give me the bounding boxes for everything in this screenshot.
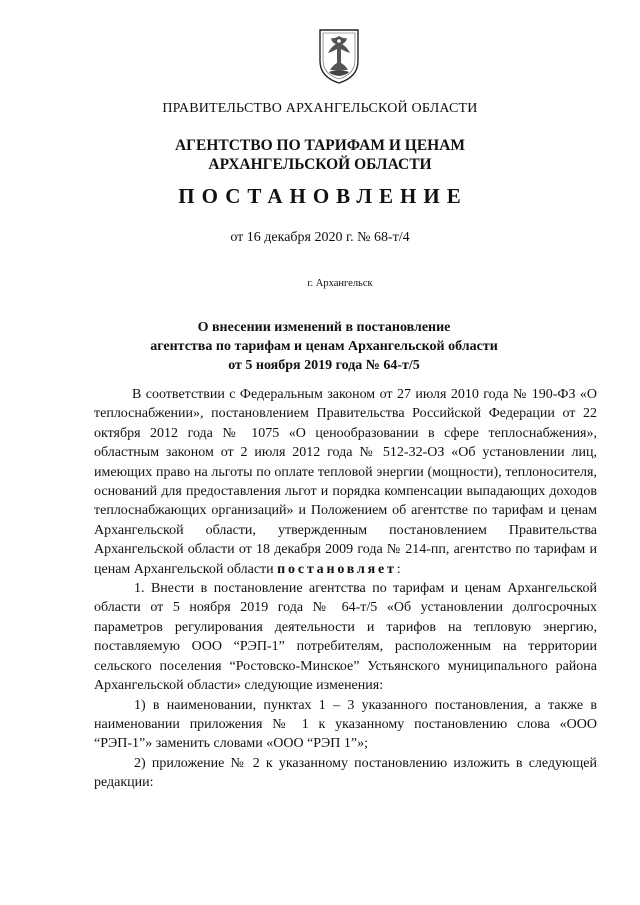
subject-line3: от 5 ноября 2019 года № 64-т/5 xyxy=(228,358,420,373)
document-date-number: от 16 декабря 2020 г. № 68-т/4 xyxy=(230,230,410,245)
subject-line1: О внесении изменений в постановление xyxy=(197,320,451,335)
agency-name-line2: АРХАНГЕЛЬСКОЙ ОБЛАСТИ xyxy=(208,156,432,173)
agency-name xyxy=(0,136,640,174)
subitem-1-paragraph: 1) в наименовании, пунктах 1 – 3 указанного постановления, а также в наименовании приложения № 1 к указанному постановлению слова «ООО “РЭП-1”» заменить словами «ООО “РЭП 1”»; xyxy=(94,697,597,752)
subitem-2-paragraph: 2) приложение № 2 к указанному постановлению изложить в следующей редакции: xyxy=(94,755,597,791)
document-city: г. Архангельск xyxy=(307,278,373,289)
decree-word: постановляет xyxy=(277,561,397,577)
coat-of-arms-emblem xyxy=(317,27,361,85)
decree-colon: : xyxy=(396,561,401,577)
government-name: ПРАВИТЕЛЬСТВО АРХАНГЕЛЬСКОЙ ОБЛАСТИ xyxy=(162,101,478,116)
preamble-text: В соответствии с Федеральным законом от 27 июля 2010 года № 190-ФЗ «О теплоснабжении», постановлением Правительства Российской Федерации от 22 октября 2012 года № 1075 «О ценообразовании в сфере теплоснабжения», областным законом от 2 июля 2012 года № 512-32-ОЗ «Об установлении лиц, имеющих право на льготы по оплате тепловой энергии (мощности), теплоносителя, оснований для предоставления льгот и порядка компенсации выпадающих доходов теплоснабжающих организаций» и Положением об агентстве по тарифам и ценам Архангельской области, утвержденным постановлением Правительства Архангельской области от 18 декабря 2009 года № 214-пп, агентство по тарифам и ценам Архангельской области xyxy=(94,387,597,577)
agency-name-line1: АГЕНТСТВО ПО ТАРИФАМ И ЦЕНАМ xyxy=(174,137,466,154)
document-body xyxy=(94,385,597,793)
document-subject xyxy=(4,318,640,375)
preamble-paragraph xyxy=(94,385,597,579)
subject-line2: агентства по тарифам и ценам Архангельской области xyxy=(150,339,498,354)
item-1-paragraph: 1. Внести в постановление агентства по тарифам и ценам Архангельской области от 5 ноября 2019 года № 64-т/5 «Об установлении долгосрочных параметров регулирования деятельности и тарифов на тепловую энергию, поставляемую ООО “РЭП-1” потребителям, расположенным на территории сельского поселения “Ростовско-Минское” Устьянского муниципального района Архангельской области» следующие изменения: xyxy=(94,581,597,694)
document-title: ПОСТАНОВЛЕНИЕ xyxy=(178,184,468,208)
